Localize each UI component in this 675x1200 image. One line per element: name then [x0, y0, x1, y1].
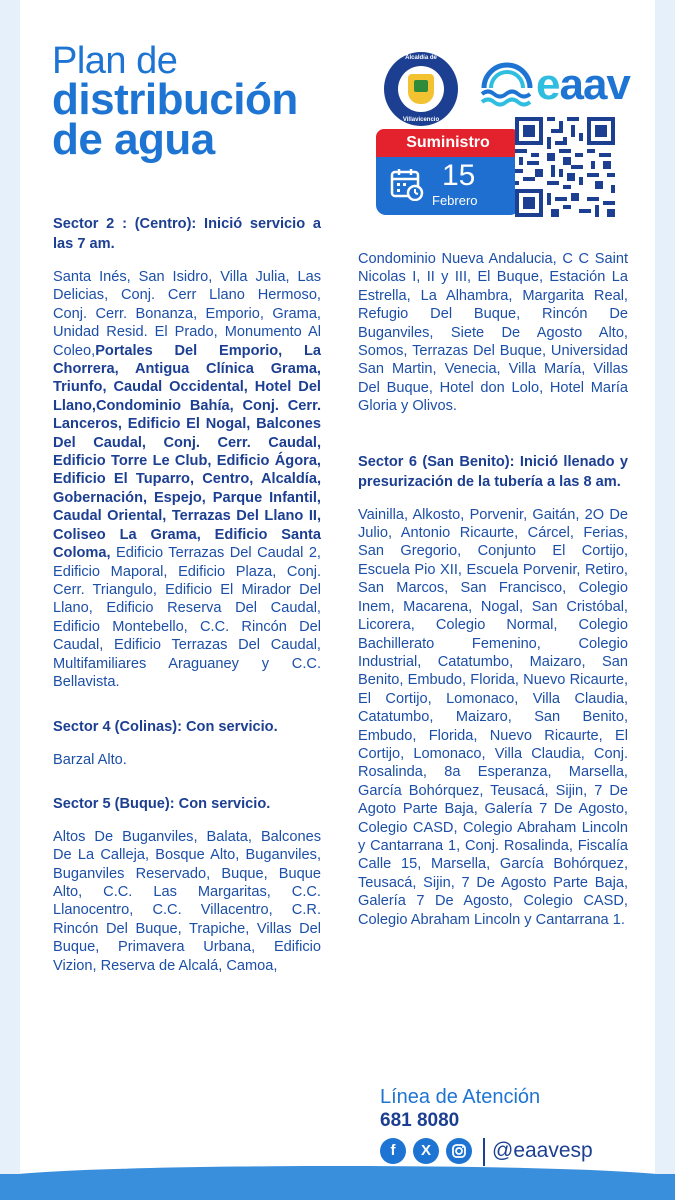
qr-code[interactable]: [515, 117, 615, 217]
page-title: [52, 42, 298, 162]
sector-4-list: Barzal Alto.: [53, 752, 127, 769]
support-label: Línea de Atención: [380, 1086, 541, 1108]
alcaldia-seal-logo: [384, 52, 458, 126]
x-icon[interactable]: X: [413, 1138, 439, 1164]
water-wave-icon: [478, 58, 536, 110]
title-line-3: de agua: [52, 115, 215, 164]
support-contact: [380, 1086, 620, 1132]
title-line-2: distribución: [52, 75, 298, 124]
sector-2-title: Sector 2 : (Centro): Inició servicio a las 7 am.: [53, 216, 321, 252]
sector-6-title: Sector 6 (San Benito): Inició llenado y presurización de la tubería a las 8 am.: [358, 453, 628, 490]
seal-bottom-text: Villavicencio: [402, 117, 440, 123]
sector-2-list: Santa Inés, San Isidro, Villa Julia, Las Delicias, Conj. Cerr Llano Hermoso, Conj. Cerr. Bonanza, Emporio, Grama, Unidad Resid. El Prado, Monumento Al Coleo,Portales Del Emporio, La Chorrera, Antigua Clínica Grama, Triunfo, Caudal Occidental, Hotel Del Llano,Condominio Bahía, Conj. Cerr. Lanceros, Edificio El Nogal, Balcones Del Caudal, Conj. Cerr. Caudal, Edificio Torre Le Club, Edificio Ágora, Edificio El Tuparro, Centro, Alcaldía, Gobernación, Espejo, Parque Infantil, Caudal Oriental, Terrazas Del Llano II, Coliseo La Grama, Edificio Santa Coloma, Edificio Terrazas Del Caudal 2, Edificio Maporal, Edificio Plaza, Conj. Cerr. Triangulo, Edificio El Mirador Del Llano, Edificio Reserva Del Caudal, Edificio Montebello, C.C. Rincón Del Caudal, Edificio Terrazas Del Caudal, Multifamiliares Araguaney y C.C. Bellavista.: [53, 269, 321, 690]
social-links: [380, 1138, 620, 1168]
sector-5-title: Sector 5 (Buque): Con servicio.: [53, 795, 271, 812]
sector-6-list: Vainilla, Alkosto, Porvenir, Gaitán, 2O De Julio, Antonio Ricaurte, Cárcel, Ferias, San Gregorio, Conjunto El Cortijo, Escuela Pio XII, Escuela Porvenir, Retiro, San Marcos, San Francisco, Colegio Inem, Macarena, Nogal, San Cristóbal, Licorera, Colegio Normal, Colegio Bachillerato Femenino, Colegio Industrial, Catatumbo, Maizaro, San Benito, Embudo, Florida, Nuevo Ricaurte, El Cortijo, Lomonaco, Villa Claudia, Catatumbo, Maizaro, San Benito, Embudo, Florida, Nuevo Ricaurte, El Cortijo, Lomonaco, Villa Claudia, Conj. Rosalinda, 8a Esperanza, Marsella, García Bohórquez, Teusacá, Sijin, 7 De Agoto Parte Baja, Galería 7 De Agosto, Colegio CASD, Colegio Abraham Lincoln y Cantarrana 1, Conj. Rosalinda, Fiscalía Calle 15, Marsella, García Bohórquez, Teusacá, Sijin, 7 De Agosto Parte Baja, Galería 7 De Agosto, Colegio CASD, Colegio Abraham Lincoln y Cantarrana 1.: [358, 506, 628, 928]
supply-date-badge: [376, 129, 520, 215]
left-decor-stripe: [0, 0, 20, 1200]
social-divider: [483, 1138, 485, 1166]
right-column: [358, 250, 628, 929]
support-phone[interactable]: 681 8080: [380, 1110, 460, 1131]
supply-month: Febrero: [432, 193, 478, 208]
sector-4-title: Sector 4 (Colinas): Con servicio.: [53, 719, 278, 736]
supply-day: 15: [442, 159, 476, 192]
facebook-icon[interactable]: f: [380, 1138, 406, 1164]
right-decor-stripe: [655, 0, 675, 1200]
title-line-1: Plan de: [52, 40, 178, 82]
left-column: [53, 214, 321, 975]
shield-icon: [408, 74, 434, 104]
eaav-logo: [478, 58, 648, 110]
bottom-decor-bar: [0, 1174, 675, 1200]
sector-5-list-continued: Condominio Nueva Andalucia, C C Saint Nicolas I, II y III, El Buque, Estación La Estrella, La Alhambra, Margarita Real, Refugio Del Buque, Rincón De Buganviles, Siete De Agosto Alto, Somos, Terrazas Del Buque, Universidad San Martin, Venecia, Villa María, Villas Del Buque, Hotel don Lolo, Hotel María Gloria y Olivos.: [358, 251, 628, 415]
calendar-clock-icon: [390, 167, 424, 201]
social-handle[interactable]: @eaavesp: [492, 1139, 593, 1162]
seal-top-text: Alcaldía de: [405, 55, 437, 61]
sector-5-list: Altos De Buganviles, Balata, Balcones De La Calleja, Bosque Alto, Buganviles, Buganviles Reservado, Buque, Buque Alto, C.C. Las Margaritas, C.C. Llanocentro, C.C. Villacentro, C.R. Rincón Del Buque, Trapiche, Villas Del Buque, Primavera Urbana, Edificio Vizion, Reserva de Alcalá, Camoa,: [53, 828, 321, 974]
eaav-wordmark: eaav: [536, 60, 630, 109]
instagram-icon[interactable]: [446, 1138, 472, 1164]
supply-label: Suministro: [376, 129, 520, 157]
